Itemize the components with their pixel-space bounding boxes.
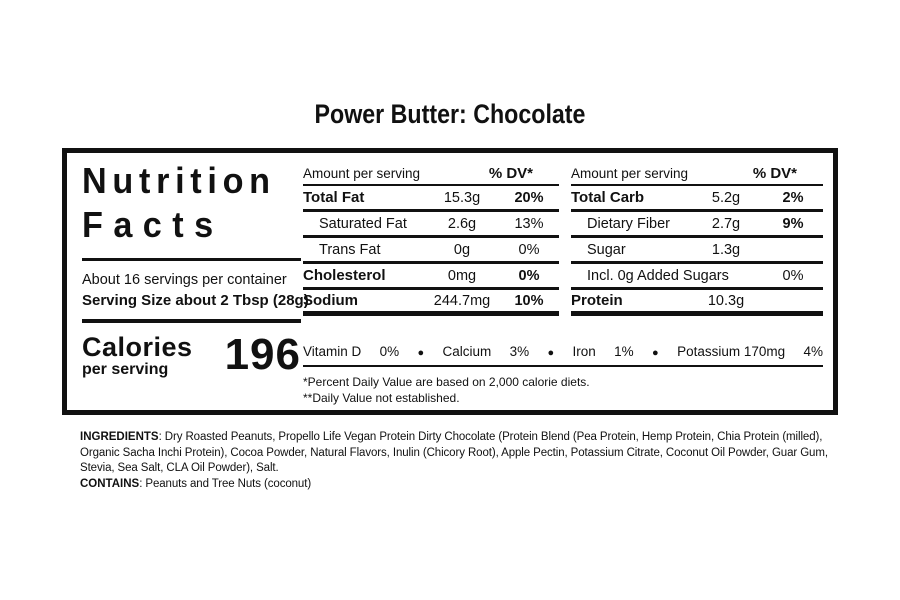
nutrient-dv: 2%: [782, 189, 804, 206]
nutrient-amount: 10.3g: [707, 292, 745, 309]
nutrient-amount: 2.6g: [447, 215, 477, 232]
column-header: [571, 165, 823, 186]
product-title: Power Butter: Chocolate: [314, 99, 586, 129]
nutrient-row-added-sugars: [571, 264, 823, 290]
footnote-dv-not-established: **Daily Value not established.: [303, 391, 460, 405]
calories-label: Calories: [82, 332, 193, 362]
micronutrient-name: Vitamin D: [303, 344, 362, 359]
nutrient-dv: 10%: [514, 292, 544, 309]
nutrient-label: Sugar: [587, 241, 626, 258]
nutrient-amount: 15.3g: [443, 189, 481, 206]
ingredients-label: INGREDIENTS: [80, 431, 159, 443]
heading-divider: [82, 258, 301, 261]
calories-value: 196: [224, 330, 301, 379]
nutrient-dv: 0%: [518, 241, 540, 258]
nutrient-column-left: [303, 165, 559, 316]
nutrient-label: Protein: [571, 292, 623, 309]
nutrient-dv: 0%: [518, 267, 540, 284]
micronutrient-name: Iron: [572, 344, 596, 359]
nutrient-dv: 13%: [514, 215, 544, 232]
nutrient-row-cholesterol: [303, 264, 559, 290]
nutrient-label: Trans Fat: [319, 241, 381, 258]
nutrient-amount: 0g: [453, 241, 471, 258]
nutrient-row-total-fat: [303, 186, 559, 212]
panel-identity-column: [82, 159, 309, 379]
micronutrient-value: 3%: [509, 344, 530, 359]
nutrient-row-sugar: [571, 238, 823, 264]
ingredients-section: [80, 430, 832, 492]
nutrient-dv: 0%: [782, 267, 804, 284]
header-amount-per-serving: Amount per serving: [303, 166, 421, 181]
contains-label: CONTAINS: [80, 477, 140, 490]
header-percent-dv: % DV*: [488, 165, 533, 182]
micronutrient-value: 1%: [614, 344, 634, 359]
bullet-separator-icon: [652, 344, 659, 359]
footnote-percent-dv: *Percent Daily Value are based on 2,000 calorie diets.: [303, 375, 590, 389]
calories-label-block: [82, 334, 193, 379]
contains-statement: [80, 477, 832, 493]
nutrient-label: Dietary Fiber: [587, 215, 670, 232]
nutrient-label: Saturated Fat: [319, 215, 407, 232]
nutrient-amount: 244.7mg: [433, 292, 491, 309]
column-header: [303, 165, 559, 186]
ingredients-text: : Dry Roasted Peanuts, Propello Life Vegan Protein Dirty Chocolate (Protein Blend (Pea Protein, Hemp Protein, Chia Protein (milled), Organic Sacha Inchi Protein), Cocoa Powder, Natural Flavors, Inulin (Chicory Root), Apple Pectin, Potassium Citrate, Coconut Oil Powder, Guar Gum, Stevia, Sea Salt, CLA Oil Powder), Salt.: [80, 431, 828, 474]
nutrient-row-dietary-fiber: [571, 212, 823, 238]
nutrient-row-saturated-fat: [303, 212, 559, 238]
nutrient-amount: 1.3g: [711, 241, 741, 258]
nutrient-amount: 0mg: [447, 267, 477, 284]
nutrient-label: Total Fat: [303, 189, 365, 206]
nutrition-facts-heading: [82, 159, 295, 247]
serving-size: Serving Size about 2 Tbsp (28g): [82, 292, 309, 309]
nutrient-amount: 2.7g: [711, 215, 741, 232]
micronutrient-name: Calcium: [442, 344, 492, 359]
nutrient-dv: 20%: [514, 189, 544, 206]
micronutrient-name: Potassium 170mg: [677, 344, 786, 359]
nutrient-label: Cholesterol: [303, 267, 386, 284]
micronutrients-row: [303, 344, 823, 367]
calories-sublabel: per serving: [82, 361, 169, 378]
calories-section: [82, 330, 301, 379]
bullet-separator-icon: [548, 344, 555, 359]
contains-text: : Peanuts and Tree Nuts (coconut): [139, 477, 312, 490]
nutrient-label: Sodium: [303, 292, 358, 309]
nutrient-label: Incl. 0g Added Sugars: [587, 267, 729, 284]
serving-divider: [82, 319, 301, 323]
header-percent-dv: % DV*: [752, 165, 797, 182]
nutrient-dv: 9%: [782, 215, 804, 232]
footnotes: [303, 374, 590, 406]
nutrient-row-trans-fat: [303, 238, 559, 264]
nutrient-row-protein: [571, 290, 823, 316]
heading-line1: Nutrition: [82, 160, 276, 201]
nutrition-facts-panel: [62, 148, 838, 415]
nutrient-column-right: [571, 165, 823, 316]
micronutrient-value: 4%: [803, 344, 823, 359]
nutrient-label: Total Carb: [571, 189, 645, 206]
bullet-separator-icon: [418, 344, 425, 359]
nutrient-row-sodium: [303, 290, 559, 316]
nutrient-amount: 5.2g: [711, 189, 741, 206]
servings-per-container: About 16 servings per container: [82, 272, 287, 288]
micronutrient-value: 0%: [379, 344, 400, 359]
nutrient-row-total-carb: [571, 186, 823, 212]
ingredients-statement: [80, 431, 828, 474]
header-amount-per-serving: Amount per serving: [571, 166, 689, 181]
heading-line2: Facts: [82, 204, 224, 245]
